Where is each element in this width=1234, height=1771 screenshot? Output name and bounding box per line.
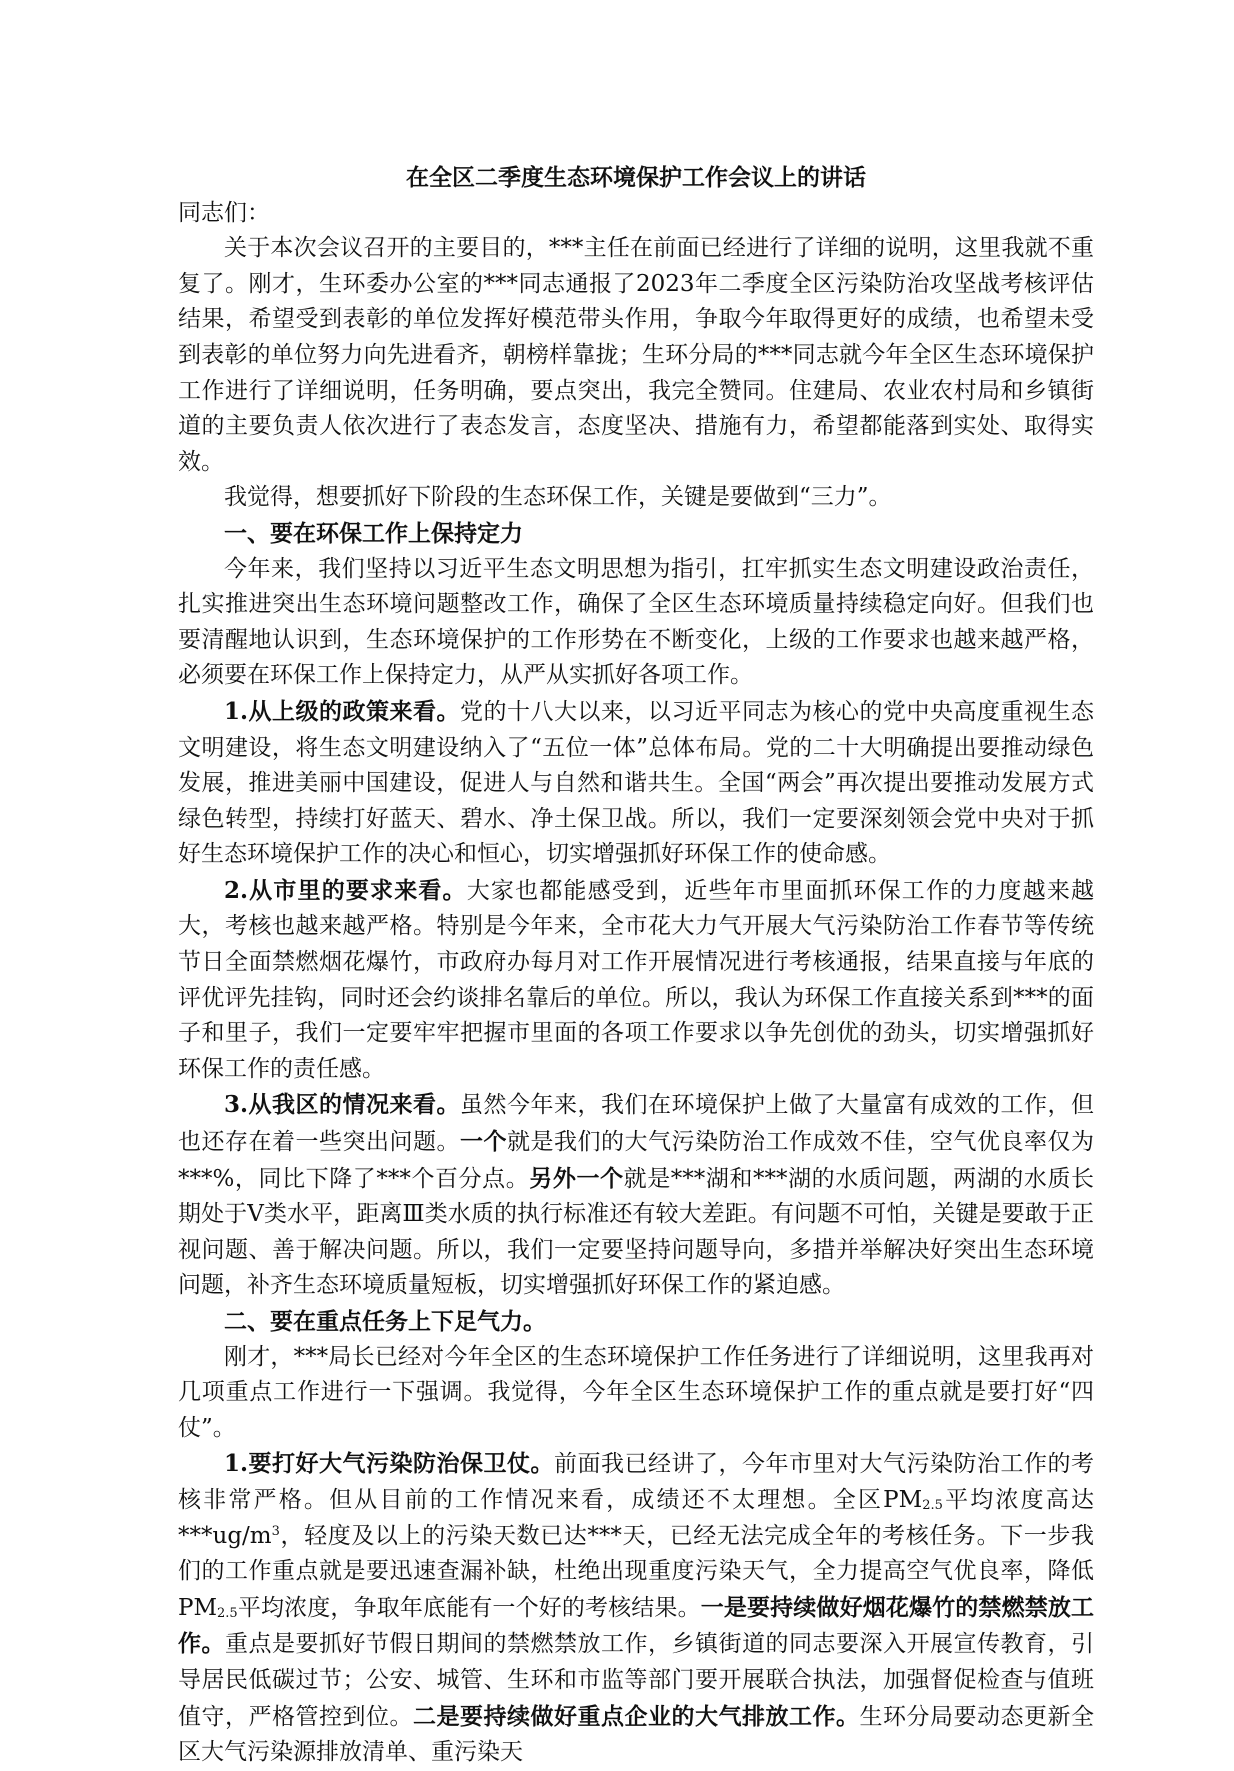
task-1-text-d: 平均浓度，争取年底能有一个好的考核结果。 — [237, 1594, 701, 1621]
paragraph-task-1 — [178, 1446, 1094, 1770]
point-3-text-a: 虽然今年来，我们在环境保护上做了大量富有成效的工作，但也还存在着一些突出问题。 — [178, 1092, 1095, 1156]
task-1-text-f: 重点是要抓好节假日期间的禁燃禁放工作，乡镇街道的同志要深入开展宣传教育，引导居民低碳过节；公安、城管、生环和市监等部门要开展联合执法，加强督促检查与值班值守，严格管控到位。 — [178, 1631, 1094, 1730]
point-1-body: 党的十八大以来，以习近平同志为核心的党中央高度重视生态文明建设，将生态文明建设纳入了“五位一体”总体布局。党的二十大明确提出要推动绿色发展，推进美丽中国建设，促进人与自然和谐共生。全国“两会”再次提出要推动发展方式绿色转型，持续打好蓝天、碧水、净土保卫战。所以，我们一定要深刻领会党中央对于抓好生态环境保护工作的决心和恒心，切实增强抓好环保工作的使命感。 — [178, 698, 1095, 868]
paragraph-point-1 — [178, 694, 1094, 873]
paragraph-section1-intro: 今年来，我们坚持以习近平生态文明思想为指引，扛牢抓实生态文明建设政治责任，扎实推进突出生态环境问题整改工作，确保了全区生态环境质量持续稳定向好。但我们也要清醒地认识到，生态环境保护的工作形势在不断变化，上级的工作要求也越来越严格，必须要在环保工作上保持定力，从严从实抓好各项工作。 — [178, 555, 1094, 689]
paragraph-section2-intro: 刚才，***局长已经对今年全区的生态环境保护工作任务进行了详细说明，这里我再对几项重点工作进行一下强调。我觉得，今年全区生态环境保护工作的重点就是要打好“四仗”。 — [178, 1343, 1094, 1441]
pm-subscript-2: 2.5 — [217, 1605, 238, 1621]
point-3-text-c: 就是我们的大气污染防治工作成效不佳，空气优良率仅为***%，同比下降了***个百分点。 — [178, 1129, 1094, 1192]
point-1-heading: 1.从上级的政策来看。 — [224, 697, 461, 725]
pm-subscript: 2.5 — [922, 1497, 943, 1513]
section-heading-2: 二、要在重点任务上下足气力。 — [224, 1308, 546, 1335]
point-2-heading: 2.从市里的要求来看。 — [224, 876, 467, 904]
paragraph-point-2 — [178, 873, 1094, 1088]
document-page — [178, 160, 1094, 1771]
point-3-emphasis-first: 一个 — [460, 1128, 507, 1156]
document-title: 在全区二季度生态环境保护工作会议上的讲话 — [406, 164, 866, 191]
paragraph-intro: 关于本次会议召开的主要目的，***主任在前面已经进行了详细的说明，这里我就不重复了。刚才，生环委办公室的***同志通报了2023年二季度全区污染防治攻坚战考核评估结果，希望受到表彰的单位发挥好模范带头作用，争取今年取得更好的成绩，也希望未受到表彰的单位努力向先进看齐，朝榜样靠拢；生环分局的***同志就今年全区生态环境保护工作进行了详细说明，任务明确，要点突出，我完全赞同。住建局、农业农村局和乡镇街道的主要负责人依次进行了表态发言，态度坚决、措施有力，希望都能落到实处、取得实效。 — [178, 235, 1094, 475]
task-1-text-b: 平均浓度高达***ug/m — [178, 1486, 1094, 1549]
point-2-body: 大家也都能感受到，近些年市里面抓环保工作的力度越来越大，考核也越来越严格。特别是今年来，全市花大力气开展大气污染防治工作春节等传统节日全面禁燃烟花爆竹，市政府办每月对工作开展情况进行考核通报，结果直接与年底的评优评先挂钩，同时还会约谈排名靠后的单位。所以，我认为环保工作直接关系到***的面子和里子，我们一定要牢牢把握市里面的各项工作要求以争先创优的劲头，切实增强抓好环保工作的责任感。 — [178, 877, 1095, 1082]
task-1-emphasis-first: 一是要持续做好烟花爆竹的禁燃禁放工作。 — [178, 1593, 1095, 1658]
task-1-emphasis-second: 二是要持续做好重点企业的大气排放工作。 — [413, 1702, 860, 1730]
paragraph-three-forces: 我觉得，想要抓好下阶段的生态环保工作，关键是要做到“三力”。 — [224, 484, 892, 511]
task-1-text-a: 前面我已经讲了，今年市里对大气污染防治工作的考核非常严格。但从目前的工作情况来看，成绩还不太理想。全区PM — [178, 1451, 1095, 1513]
cubic-superscript: 3 — [271, 1523, 280, 1539]
task-1-text-c: ，轻度及以上的污染天数已达***天，已经无法完成全年的考核任务。下一步我们的工作重点就是要迅速查漏补缺，杜绝出现重度污染天气，全力提高空气优良率，降低PM — [178, 1522, 1094, 1621]
point-3-text-e: 就是***湖和***湖的水质问题，两湖的水质长期处于Ⅴ类水平，距离Ⅲ类水质的执行标准还有较大差距。有问题不可怕，关键是要敢于正视问题、善于解决问题。所以，我们一定要坚持问题导向，多措并举解决好突出生态环境问题，补齐生态环境质量短板，切实增强抓好环保工作的紧迫感。 — [178, 1165, 1095, 1299]
salutation: 同志们： — [178, 199, 270, 226]
point-3-heading: 3.从我区的情况来看。 — [224, 1091, 461, 1119]
task-1-heading: 1.要打好大气污染防治保卫仗。 — [224, 1450, 555, 1478]
task-1-text-h: 生环分局要动态更新全区大气污染源排放清单、重污染天 — [178, 1703, 1094, 1766]
point-3-emphasis-second: 另外一个 — [529, 1164, 624, 1192]
section-heading-1: 一、要在环保工作上保持定力 — [224, 519, 523, 547]
paragraph-point-3 — [178, 1087, 1094, 1304]
